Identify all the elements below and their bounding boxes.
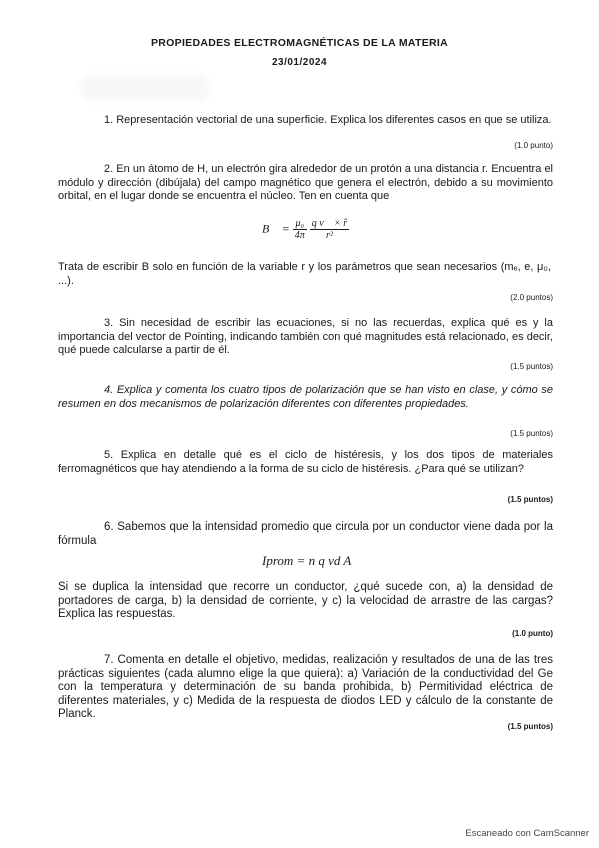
question-1-points: (1.0 punto) [514,141,553,150]
formula-den-left: 4π [294,230,305,241]
question-4-text: 4. Explica y comenta los cuatro tipos de polarización que se han visto en clase, y cómo se resumen en dos mecanismos de polarización diferentes con diferentes propiedades. [58,384,553,410]
question-6-continuation [58,581,553,622]
exam-date: 23/01/2024 [271,57,328,68]
question-3-points: (1.5 puntos) [510,362,553,371]
question-5-text: 5. Explica en detalle qué es el ciclo de histéresis, y los dos tipos de materiales ferromagnéticos que hay atendiendo a la forma de su ciclo de histéresis. ¿Para qué se utilizan? [58,449,553,475]
formula-num-right: q v⃗ × r̂ [311,218,348,229]
question-2 [58,163,553,204]
question-3 [58,317,553,358]
question-5 [58,449,553,476]
formula-den-right: r² [326,230,333,241]
question-5-points: (1.5 puntos) [507,495,553,504]
question-1-text: 1. Representación vectorial de una superficie. Explica los diferentes casos en que se utiliza. [104,114,552,126]
question-2-text2: Trata de escribir B solo en función de la variable r y los parámetros que sean necesarios (mₑ, e, μ₀, ...). [58,261,551,287]
scan-smudge [80,75,210,101]
formula-lhs: B⃗ = [262,221,290,236]
question-6-text2: Si se duplica la intensidad que recorre un conductor, ¿qué sucede con, a) la densidad de portadores de carga, b) la densidad de corriente, y c) la velocidad de arrastre de las cargas? Explica las respuestas. [58,581,553,620]
question-7-text: 7. Comenta en detalle el objetivo, medidas, realización y resultados de una de las tres prácticas siguientes (cada alumno elige la que quiera): a) Variación de la conductividad del Ge con la temperatura y determinación de su banda prohibida, b) Permitividad eléctrica de diferentes materiales, y c) Medida de la respuesta de diodos LED y cálculo de la constante de Planck. [58,654,553,720]
question-6-text: 6. Sabemos que la intensidad promedio que circula por un conductor viene dada por la fórmula [58,521,553,547]
formula-fraction-constant [293,218,307,241]
question-2-points: (2.0 puntos) [510,293,553,302]
question-6 [58,521,553,548]
formula-fraction-vector [310,218,349,241]
current-formula: Iprom = n q vd A [262,553,352,568]
question-7 [58,654,553,722]
scanner-footer: Escaneado con CamScanner [465,828,589,839]
formula-num-left: μ₀ [293,218,307,230]
question-2-text: 2. En un átomo de H, un electrón gira alrededor de un protón a una distancia r. Encuentra el módulo y dirección (dibújala) del campo magnético que genera el electrón, debido a su movimiento orbital, en el lugar donde se encuentra el núcleo. Ten en cuenta que [58,163,553,202]
exam-title: PROPIEDADES ELECTROMAGNÉTICAS DE LA MATERIA [151,37,448,49]
question-6-points: (1.0 punto) [512,629,553,638]
question-4 [58,384,553,411]
question-2-continuation [58,261,551,288]
question-7-points: (1.5 puntos) [507,722,553,731]
question-3-text: 3. Sin necesidad de escribir las ecuaciones, si no las recuerdas, explica qué es y la importancia del vector de Pointing, indicando también con qué magnitudes está relacionado, es decir, qué puede calcularse a partir de él. [58,317,553,356]
question-1 [58,114,553,128]
magnetic-field-formula [262,218,349,241]
question-4-points: (1.5 puntos) [510,429,553,438]
